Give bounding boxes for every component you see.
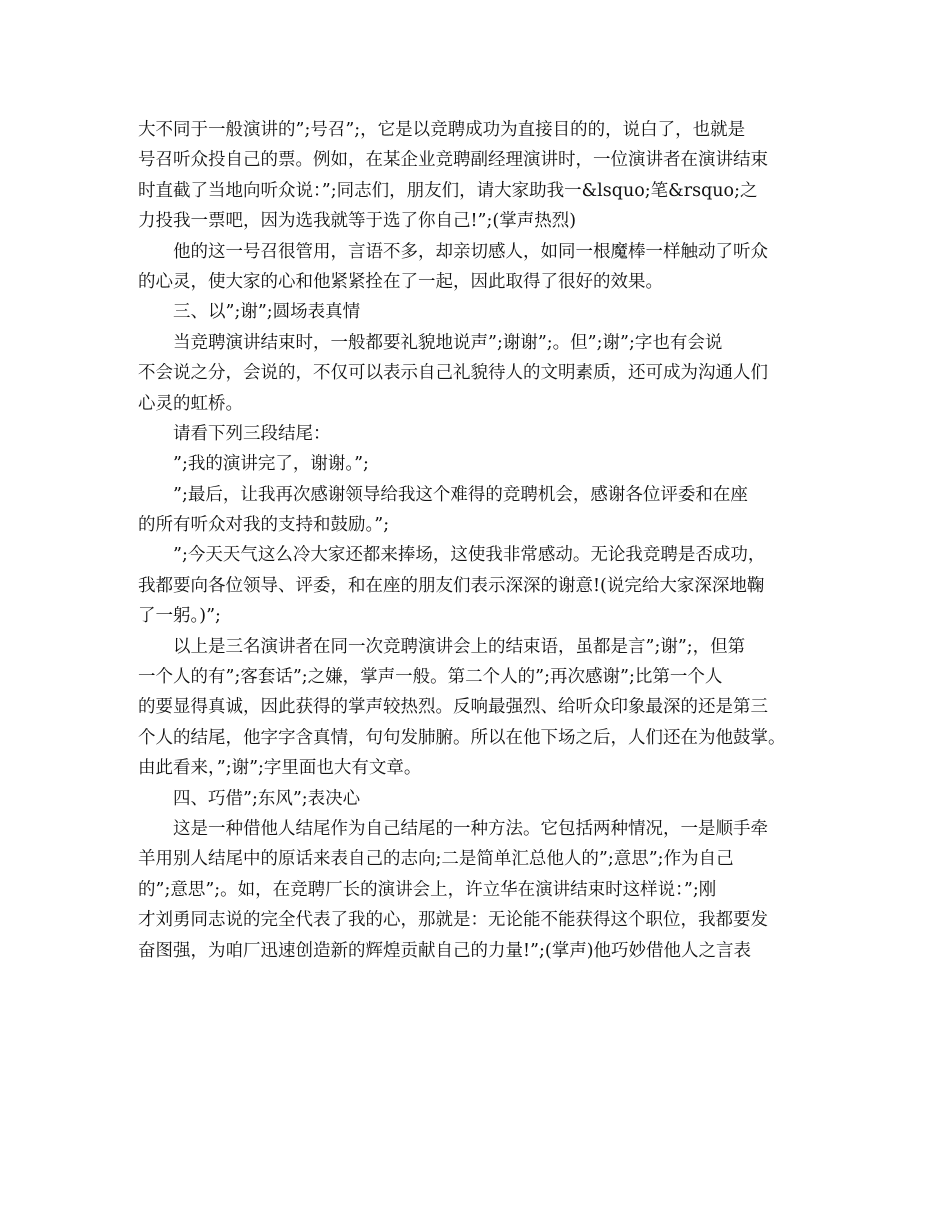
text-line: 由此看来，”;谢”;字里面也大有文章。 (138, 758, 422, 779)
text-line: 奋图强，为咱厂迅速创造新的辉煌贡献自己的力量!”;(掌声)他巧妙借他人之言表 (138, 940, 752, 961)
text-line: 的所有听众对我的支持和鼓励。”; (138, 515, 390, 536)
text-line: 的要显得真诚，因此获得的掌声较热烈。反响最强烈、给听众印象最深的还是第三 (138, 697, 768, 718)
text-line: 个人的结尾，他字字含真情，句句发肺腑。所以在他下场之后，人们还在为他鼓掌。 (138, 727, 786, 748)
text-line: 一个人的有”;客套话”;之嫌，掌声一般。第二个人的”;再次感谢”;比第一个人 (138, 667, 723, 688)
text-line: 大不同于一般演讲的”;号召”;，它是以竞聘成功为直接目的的，说白了，也就是 (138, 120, 746, 140)
text-line: 这是一种借他人结尾作为自己结尾的一种方法。它包括两种情况，一是顺手牵 (173, 818, 768, 839)
text-line: 当竞聘演讲结束时，一般都要礼貌地说声”;谢谢”;。但”;谢”;字也有会说 (173, 332, 723, 353)
text-line: ”;今天天气这么冷大家还都来捧场，这使我非常感动。无论我竞聘是否成功， (173, 545, 766, 566)
text-line: 的心灵，使大家的心和他紧紧拴在了一起，因此取得了很好的效果。 (138, 271, 663, 292)
text-line: 了一躬。)”; (138, 606, 221, 627)
text-line: 请看下列三段结尾： (173, 423, 331, 444)
text-line: ”;最后，让我再次感谢领导给我这个难得的竞聘机会，感谢各位评委和在座 (173, 484, 748, 505)
text-line: 以上是三名演讲者在同一次竞聘演讲会上的结束语，虽都是言”;谢”;，但第 (173, 636, 746, 657)
text-line: 号召听众投自己的票。例如，在某企业竞聘副经理演讲时，一位演讲者在演讲结束 (138, 150, 768, 171)
text-line: 四、巧借”;东风”;表决心 (173, 788, 361, 809)
text-line: 我都要向各位领导、评委，和在座的朋友们表示深深的谢意!(说完给大家深深地鞠 (138, 575, 765, 596)
text-line: 他的这一号召很管用，言语不多，却亲切感人，如同一根魔棒一样触动了听众 (173, 241, 768, 262)
text-line: 不会说之分，会说的，不仅可以表示自己礼貌待人的文明素质，还可成为沟通人们 (138, 363, 768, 384)
document-body (138, 115, 828, 966)
text-line: 心灵的虹桥。 (138, 393, 243, 414)
text-line: 的”;意思”;。如，在竞聘厂长的演讲会上，许立华在演讲结束时这样说：”;刚 (138, 879, 717, 900)
text-line: 力投我一票吧，因为选我就等于选了你自己!”;(掌声热烈) (138, 211, 577, 232)
text-line: 羊用别人结尾中的原话来表自己的志向;二是简单汇总他人的”;意思”;作为自己 (138, 849, 734, 870)
text-line: 才刘勇同志说的完全代表了我的心，那就是：无论能不能获得这个职位，我都要发 (138, 910, 768, 931)
text-line: 三、以”;谢”;圆场表真情 (173, 302, 361, 323)
text-line: 时直截了当地向听众说：”;同志们，朋友们，请大家助我一&lsquo;笔&rsquo;之 (138, 180, 758, 201)
text-line: ”;我的演讲完了，谢谢。”; (173, 454, 369, 475)
